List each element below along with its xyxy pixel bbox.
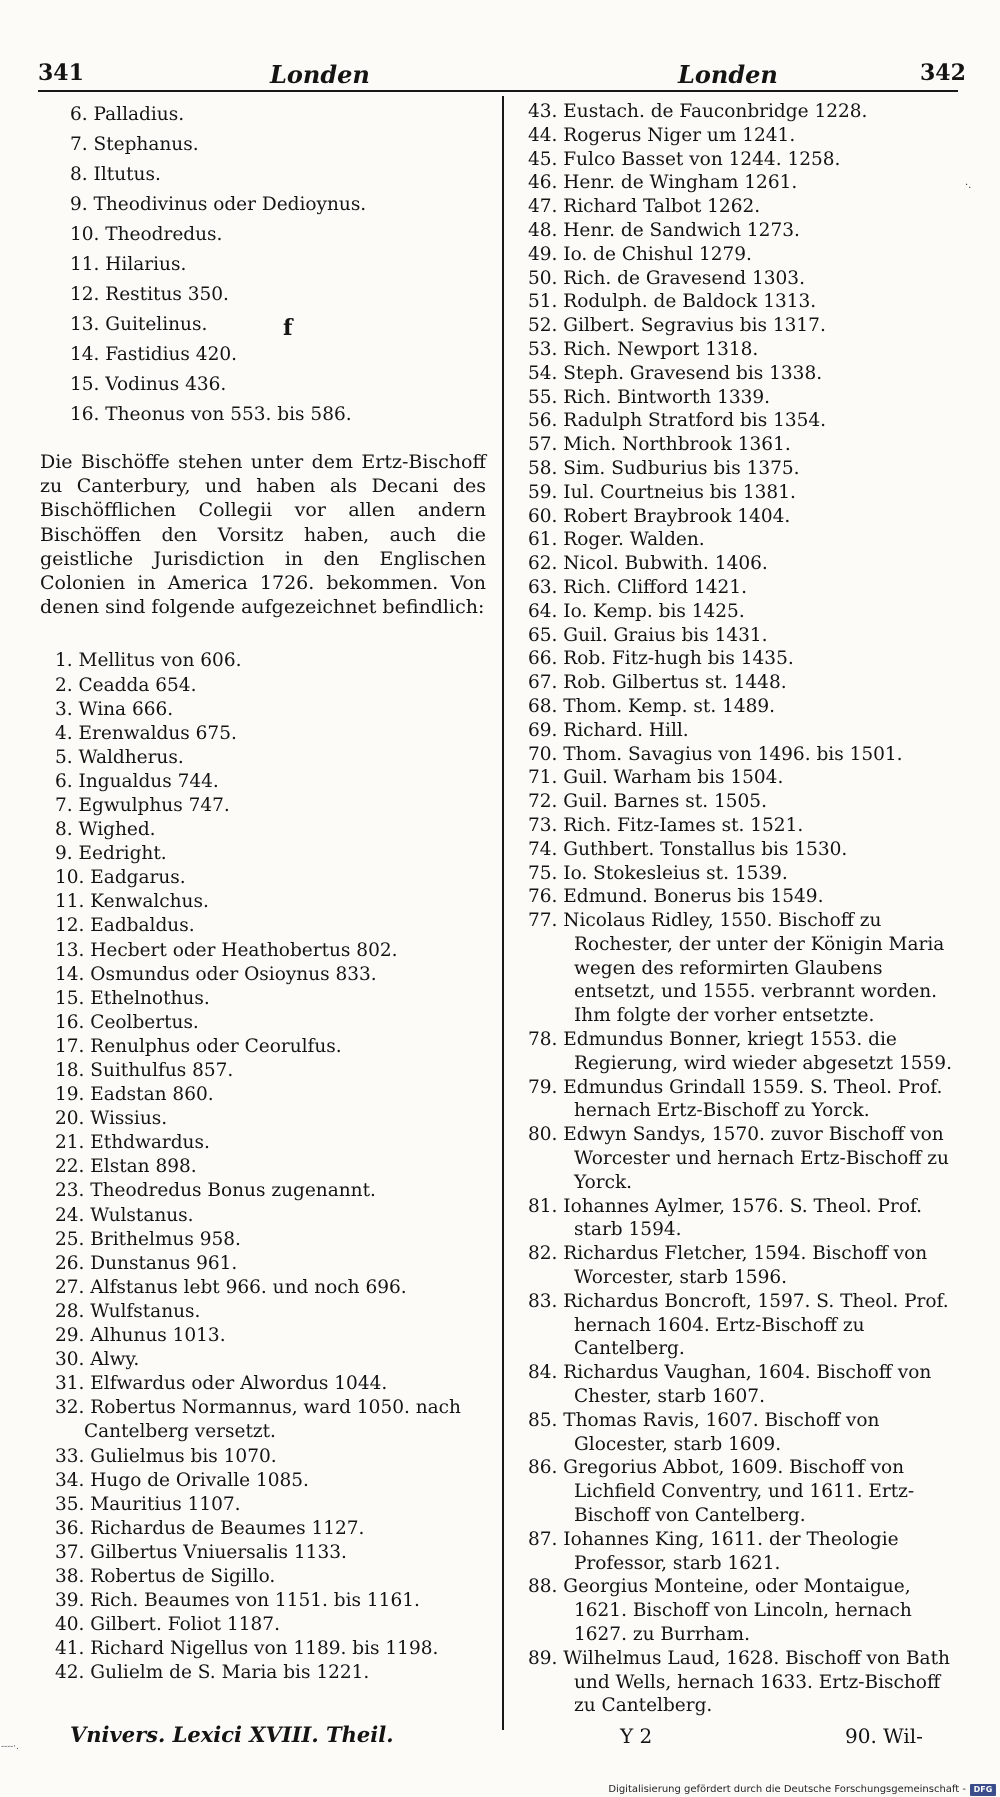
dfg-logo-icon: DFG (970, 1784, 996, 1796)
header-rule (38, 90, 958, 92)
list-item: 11. Hilarius. (70, 254, 187, 275)
digitization-credit (610, 1784, 1000, 1797)
list-item: 48. Henr. de Sandwich 1273. (528, 219, 800, 241)
list-item: 5. Waldherus. (55, 746, 184, 768)
list-item: 70. Thom. Savagius von 1496. bis 1501. (528, 743, 903, 765)
list-item: 63. Rich. Clifford 1421. (528, 576, 747, 598)
list-item: 45. Fulco Basset von 1244. 1258. (528, 148, 841, 170)
list-item: 56. Radulph Stratford bis 1354. (528, 410, 827, 432)
list-item: 59. Iul. Courtneius bis 1381. (528, 481, 796, 503)
list-item: 6. Ingualdus 744. (55, 770, 219, 792)
list-item: 81. Iohannes Aylmer, 1576. S. Theol. Prof. starb 1594. (528, 1195, 923, 1241)
list-item: 51. Rodulph. de Baldock 1313. (528, 291, 817, 313)
list-item: 12. Restitus 350. (70, 284, 229, 305)
list-item: 40. Gilbert. Foliot 1187. (55, 1614, 280, 1636)
list-item: 50. Rich. de Gravesend 1303. (528, 267, 805, 289)
list-item: 7. Egwulphus 747. (55, 794, 230, 816)
list-item: 27. Alfstanus lebt 966. und noch 696. (55, 1276, 407, 1298)
list-item: 10. Theodredus. (70, 224, 223, 245)
list-item: 49. Io. de Chishul 1279. (528, 243, 752, 265)
list-item: 54. Steph. Gravesend bis 1338. (528, 362, 823, 384)
list-item: 9. Theodivinus oder Dedioynus. (70, 194, 367, 215)
list-item: 28. Wulfstanus. (55, 1300, 201, 1322)
list-item: 15. Vodinus 436. (70, 374, 227, 395)
list-item: 36. Richardus de Beaumes 1127. (55, 1517, 365, 1539)
running-header (38, 60, 966, 90)
scan-edge-mark: ----·. (1, 1742, 19, 1752)
list-item: 14. Fastidius 420. (70, 344, 237, 365)
signature-mark: Y 2 (620, 1724, 653, 1748)
list-item: 61. Roger. Walden. (528, 529, 705, 551)
list-item: 29. Alhunus 1013. (55, 1325, 226, 1347)
list-item: 37. Gilbertus Vniuersalis 1133. (55, 1541, 347, 1563)
bishops-list (40, 649, 490, 1685)
list-item: 76. Edmund. Bonerus bis 1549. (528, 886, 824, 908)
list-item: 30. Alwy. (55, 1349, 140, 1371)
list-item: 16. Ceolbertus. (55, 1011, 199, 1033)
list-item: 75. Io. Stokesleius st. 1539. (528, 862, 788, 884)
list-item: 73. Rich. Fitz-Iames st. 1521. (528, 814, 804, 836)
list-item: 46. Henr. de Wingham 1261. (528, 172, 798, 194)
list-item: 25. Brithelmus 958. (55, 1228, 241, 1250)
list-item: 3. Wina 666. (55, 698, 174, 720)
list-item: 31. Elfwardus oder Alwordus 1044. (55, 1373, 388, 1395)
list-item: 2. Ceadda 654. (55, 674, 197, 696)
list-item: 34. Hugo de Orivalle 1085. (55, 1469, 309, 1491)
list-item: 4. Erenwaldus 675. (55, 722, 237, 744)
list-item: 22. Elstan 898. (55, 1156, 197, 1178)
list-item: 13. Guitelinus. (70, 314, 208, 335)
margin-speck: ·. (965, 180, 972, 191)
list-item: 7. Stephanus. (70, 134, 199, 155)
list-item: 19. Eadstan 860. (55, 1084, 214, 1106)
list-item: 69. Richard. Hill. (528, 719, 689, 741)
list-item: 83. Richardus Boncroft, 1597. S. Theol. Prof. hernach 1604. Ertz-Bischoff zu Cantelberg. (528, 1290, 949, 1360)
list-item: 38. Robertus de Sigillo. (55, 1565, 276, 1587)
list-item: 44. Rogerus Niger um 1241. (528, 124, 796, 146)
list-item: 39. Rich. Beaumes von 1151. bis 1161. (55, 1590, 420, 1612)
list-item: 72. Guil. Barnes st. 1505. (528, 791, 767, 813)
list-item: 9. Eedright. (55, 843, 167, 865)
list-item: 11. Kenwalchus. (55, 891, 209, 913)
list-item: 55. Rich. Bintworth 1339. (528, 386, 771, 408)
list-item: 15. Ethelnothus. (55, 987, 210, 1009)
list-item: 16. Theonus von 553. bis 586. (70, 404, 352, 425)
volume-signature: Vnivers. Lexici XVIII. Theil. (70, 1722, 394, 1747)
list-item: 26. Dunstanus 961. (55, 1252, 238, 1274)
list-item: 84. Richardus Vaughan, 1604. Bischoff von Chester, starb 1607. (528, 1362, 932, 1408)
list-item: 65. Guil. Graius bis 1431. (528, 624, 768, 646)
list-item: 74. Guthbert. Tonstallus bis 1530. (528, 838, 848, 860)
column-divider (502, 96, 504, 1730)
list-item: 20. Wissius. (55, 1108, 168, 1130)
digitization-credit-text: Digitalisierung gefördert durch die Deutsche Forschungsgemeinschaft - (608, 1784, 966, 1795)
list-item: 88. Georgius Monteine, oder Montaigue, 1621. Bischoff von Lincoln, hernach 1627. zu Burrham. (528, 1576, 912, 1645)
list-item: 42. Gulielm de S. Maria bis 1221. (55, 1662, 370, 1684)
list-item: 24. Wulstanus. (55, 1204, 194, 1226)
list-item: 6. Palladius. (70, 104, 185, 125)
list-item: 21. Ethdwardus. (55, 1132, 210, 1154)
list-item: 80. Edwyn Sandys, 1570. zuvor Bischoff von Worcester und hernach Ertz-Bischoff zu Yorck. (528, 1124, 949, 1193)
list-item: 89. Wilhelmus Laud, 1628. Bischoff von Bath und Wells, hernach 1633. Ertz-Bischoff zu Cantelberg. (528, 1647, 950, 1717)
list-item: 33. Gulielmus bis 1070. (55, 1445, 277, 1467)
list-item: 77. Nicolaus Ridley, 1550. Bischoff zu Rochester, der unter der Königin Maria wegen des reformirten Glaubens entsetzt, und 1555. verbrannt worden. Ihm folgte der vorher entsetzte. (528, 910, 945, 1027)
list-item: 82. Richardus Fletcher, 1594. Bischoff von Worcester, starb 1596. (528, 1243, 928, 1289)
stray-glyph-mark: f (283, 315, 293, 341)
list-item: 8. Wighed. (55, 819, 156, 841)
left-column (40, 100, 490, 1685)
list-item: 66. Rob. Fitz-hugh bis 1435. (528, 648, 794, 670)
right-page-number: 342 (920, 60, 966, 86)
left-page-number: 341 (38, 60, 84, 86)
list-item: 17. Renulphus oder Ceorulfus. (55, 1035, 342, 1057)
list-item: 8. Iltutus. (70, 164, 161, 185)
list-item: 32. Robertus Normannus, ward 1050. nach Cantelberg versetzt. (55, 1397, 461, 1443)
list-item: 64. Io. Kemp. bis 1425. (528, 600, 745, 622)
list-item: 67. Rob. Gilbertus st. 1448. (528, 672, 787, 694)
list-item: 1. Mellitus von 606. (55, 650, 242, 672)
list-item: 41. Richard Nigellus von 1189. bis 1198. (55, 1638, 439, 1660)
list-item: 87. Iohannes King, 1611. der Theologie Professor, starb 1621. (528, 1528, 899, 1574)
right-running-title: Londen (678, 60, 778, 89)
list-item: 58. Sim. Sudburius bis 1375. (528, 457, 800, 479)
list-item: 71. Guil. Warham bis 1504. (528, 767, 784, 789)
early-bishops-list (40, 100, 490, 430)
intro-paragraph: Die Bischöffe stehen unter dem Ertz-Bischoff zu Canterbury, und haben als Decani des Bischöfflichen Collegii vor allen andern Bischöffen den Vorsitz haben, auch die geistliche Jurisdiction in den Englischen Colonien in America 1726. bekommen. Von denen sind folgende aufgezeichnet befindlich: (40, 451, 486, 619)
list-item: 79. Edmundus Grindall 1559. S. Theol. Prof. hernach Ertz-Bischoff zu Yorck. (528, 1076, 943, 1122)
list-item: 12. Eadbaldus. (55, 915, 195, 937)
list-item: 86. Gregorius Abbot, 1609. Bischoff von Lichfield Conventry, und 1611. Ertz-Bischoff von Cantelberg. (528, 1457, 915, 1527)
list-item: 35. Mauritius 1107. (55, 1493, 241, 1515)
list-item: 13. Hecbert oder Heathobertus 802. (55, 939, 398, 961)
list-item: 85. Thomas Ravis, 1607. Bischoff von Glocester, starb 1609. (528, 1409, 880, 1455)
list-item: 18. Suithulfus 857. (55, 1060, 234, 1082)
left-running-title: Londen (270, 60, 370, 89)
list-item: 78. Edmundus Bonner, kriegt 1553. die Regierung, wird wieder abgesetzt 1559. (528, 1029, 952, 1074)
list-item: 43. Eustach. de Fauconbridge 1228. (528, 101, 868, 122)
list-item: 47. Richard Talbot 1262. (528, 196, 761, 218)
list-item: 23. Theodredus Bonus zugenannt. (55, 1180, 376, 1202)
catchword: 90. Wil- (845, 1724, 923, 1748)
list-item: 60. Robert Braybrook 1404. (528, 505, 791, 527)
list-item: 52. Gilbert. Segravius bis 1317. (528, 315, 826, 337)
right-column (514, 100, 964, 1718)
list-item: 57. Mich. Northbrook 1361. (528, 434, 791, 456)
later-bishops-list (514, 100, 964, 1718)
list-item: 10. Eadgarus. (55, 867, 186, 889)
list-item: 62. Nicol. Bubwith. 1406. (528, 553, 768, 575)
list-item: 53. Rich. Newport 1318. (528, 338, 759, 360)
list-item: 14. Osmundus oder Osioynus 833. (55, 963, 377, 985)
list-item: 68. Thom. Kemp. st. 1489. (528, 695, 776, 717)
